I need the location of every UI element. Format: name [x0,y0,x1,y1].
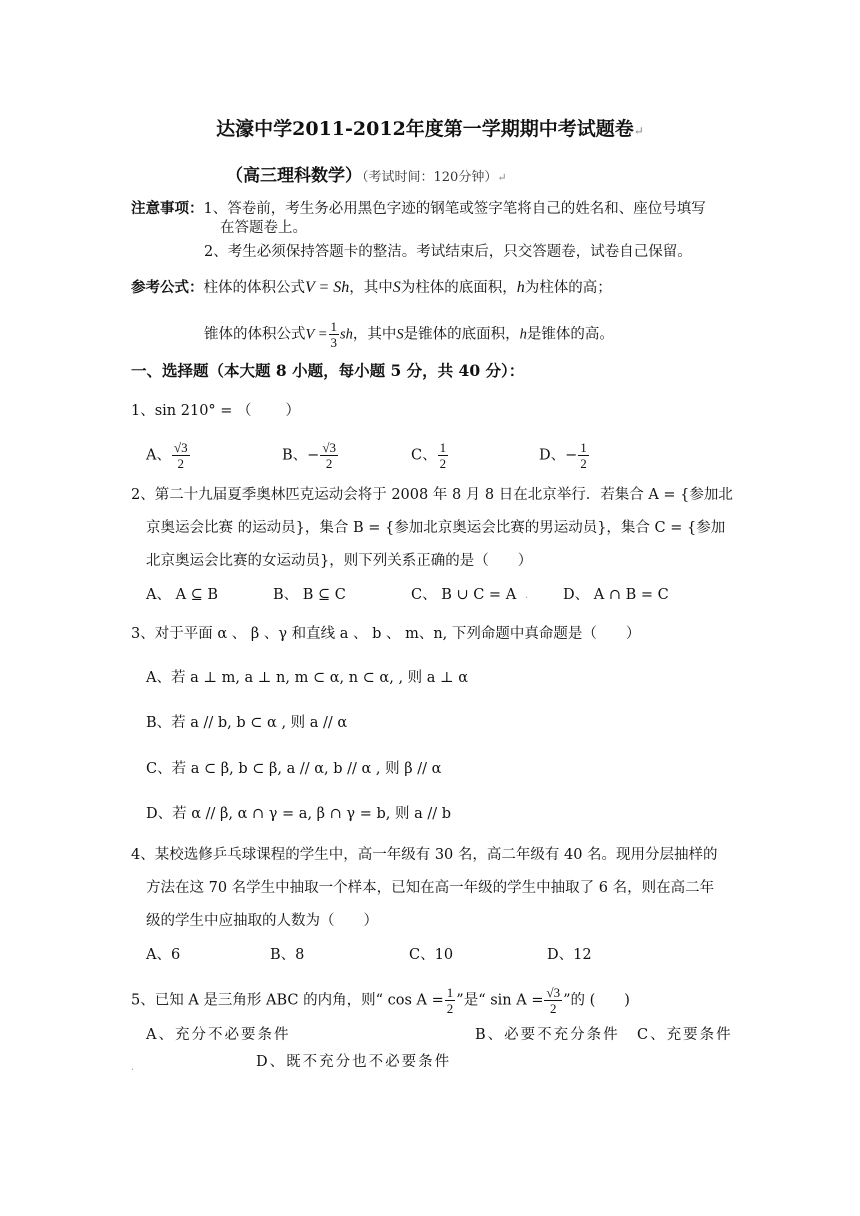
notice-item-1: 1、答卷前，考生务必用黑色字迹的钢笔或签字笔将自己的姓名和、座位号填写 [203,201,706,217]
fraction-numerator: 1 [330,319,338,334]
fraction-denominator: 2 [446,1001,454,1016]
fraction-numerator: √3 [322,440,336,455]
fraction-denominator: 2 [550,1001,557,1016]
question-4-line-3: 级的学生中应抽取的人数为（ ） [146,913,378,929]
formula-line-2 [204,319,614,350]
formula-text: 是锥体的底面积， [403,326,520,343]
option-label: C、 [411,447,437,464]
q2-option-a: A、 A ⊆ B [146,587,219,603]
paragraph-mark-icon: ↵ [633,124,644,138]
question-4-line-1: 4、某校选修乒乓球课程的学生中，高一年级有 30 名，高二年级有 40 名。现用分层抽样的 [131,847,718,863]
q4-option-c: C、10 [409,947,454,963]
fraction-numerator: 1 [580,440,587,455]
formula-var: V = [305,326,328,343]
time-note: （考试时间：120分钟） [362,170,498,185]
fraction [438,440,449,471]
q4-option-b: B、8 [270,947,305,963]
fraction-numerator: √3 [173,440,188,455]
formula-text: 柱体的体积公式 [203,280,305,296]
notice-label: 注意事项： [131,200,204,217]
option-label: B、− [282,447,320,464]
question-4-line-2: 方法在这 70 名学生中抽取一个样本，已知在高一年级的学生中抽取了 6 名，则在高二年 [146,880,715,896]
question-2-line-3: 北京奥运会比赛的女运动员}，则下列关系正确的是（ ） [146,553,533,569]
q1-option-a [146,440,191,471]
q1-option-c [411,440,449,471]
q3-option-d: D、若 α // β, α ∩ γ = a, β ∩ γ = b, 则 a // b [146,806,451,822]
q4-option-a: A、6 [146,947,181,963]
fraction-denominator: 2 [325,456,333,471]
question-text: ”是“ sin A = [456,992,544,1009]
formula-text: ，其中 [352,326,397,343]
q2-option-d: D、 A ∩ B = C [563,587,669,603]
notice-item-1-cont: 在答题卷上。 [220,220,307,236]
exam-title-text: 达濠中学2011-2012年度第一学期期中考试题卷 [216,118,634,140]
notice-item-2: 2、考生必须保持答题卡的整洁。考试结束后，只交答题卷，试卷自己保留。 [204,244,692,260]
q5-option-c: C、充要条件 [637,1027,733,1043]
q3-option-c: C、若 a ⊂ β, b ⊂ β, a // α, b // α , 则 β // α [146,761,442,777]
question-text: 5、已知 A 是三角形 ABC 的内角，则“ cos A = [131,992,444,1009]
fraction-one-third [329,319,340,350]
formula-text: 为柱体的高； [524,280,612,296]
paragraph-mark-icon: ↵ [497,171,507,184]
q2-option-b: B、 B ⊆ C [273,587,346,603]
question-5-stem [131,985,630,1016]
subject-label: （高三理科数学） [226,166,362,186]
fraction-numerator: 1 [446,985,454,1000]
exam-subtitle [226,166,507,188]
formula-text: 为柱体的底面积， [400,280,517,296]
fraction-numerator: √3 [546,985,561,1000]
fraction-denominator: 2 [177,456,185,471]
fraction [445,985,456,1016]
formula-var: h [519,326,527,343]
question-text: ”的 ( ) [563,992,630,1009]
option-label: A、 [146,447,171,464]
question-2-line-1: 2、第二十九届夏季奥林匹克运动会将于 2008 年 8 月 8 日在北京举行．若集合 A = {参加北 [131,487,733,503]
q5-option-b: B、必要不充分条件 [475,1027,620,1043]
question-text: 1、sin 210° = （ [131,403,252,419]
q1-option-b [282,440,339,471]
formula-var: h [516,279,525,296]
question-1-stem [131,401,300,421]
section-heading: 一、选择题（本大题 8 小题，每小题 5 分，共 40 分）： [131,361,525,380]
q2-option-c: C、 B ∪ C = A [411,587,517,603]
formula-label: 参考公式： [131,279,204,296]
fraction-denominator: 2 [439,456,447,471]
stray-mark: . [131,1062,135,1073]
fraction [172,440,190,471]
formula-text: ，其中 [349,280,393,296]
formula-var: sh [340,326,353,343]
stray-mark: . [525,590,529,601]
prism-volume-formula: V = Sh [305,279,350,296]
question-3-stem: 3、对于平面 α 、 β 、γ 和直线 a 、 b 、 m、n, 下列命题中真命题是（ ） [131,626,641,642]
q3-option-a: A、若 a ⊥ m, a ⊥ n, m ⊂ α, n ⊂ α, , 则 a ⊥ α [146,670,469,686]
exam-title [0,119,860,141]
fraction [544,985,562,1016]
formula-text: 是锥体的高。 [526,326,614,343]
fraction-denominator: 2 [580,456,587,471]
formula-line-1 [131,278,612,298]
formula-text: 锥体的体积公式 [204,326,306,343]
q5-option-d: D、既不充分也不必要条件 [256,1054,452,1070]
formula-var: S [392,279,401,296]
question-text: ） [285,403,301,419]
fraction-denominator: 3 [330,335,338,350]
q1-option-d [539,440,590,471]
formula-var: S [396,326,404,343]
q5-option-a: A、充分不必要条件 [146,1027,291,1043]
notice-line-1 [131,199,706,219]
fraction-numerator: 1 [439,440,447,455]
fraction [320,440,338,471]
option-label: D、− [539,447,578,464]
fraction [578,440,589,471]
q3-option-b: B、若 a // b, b ⊂ α , 则 a // α [146,715,348,731]
q4-option-d: D、12 [547,947,592,963]
question-2-line-2: 京奥运会比赛 的运动员}，集合 B = {参加北京奥运会比赛的男运动员}，集合 C = {参加 [146,520,726,536]
